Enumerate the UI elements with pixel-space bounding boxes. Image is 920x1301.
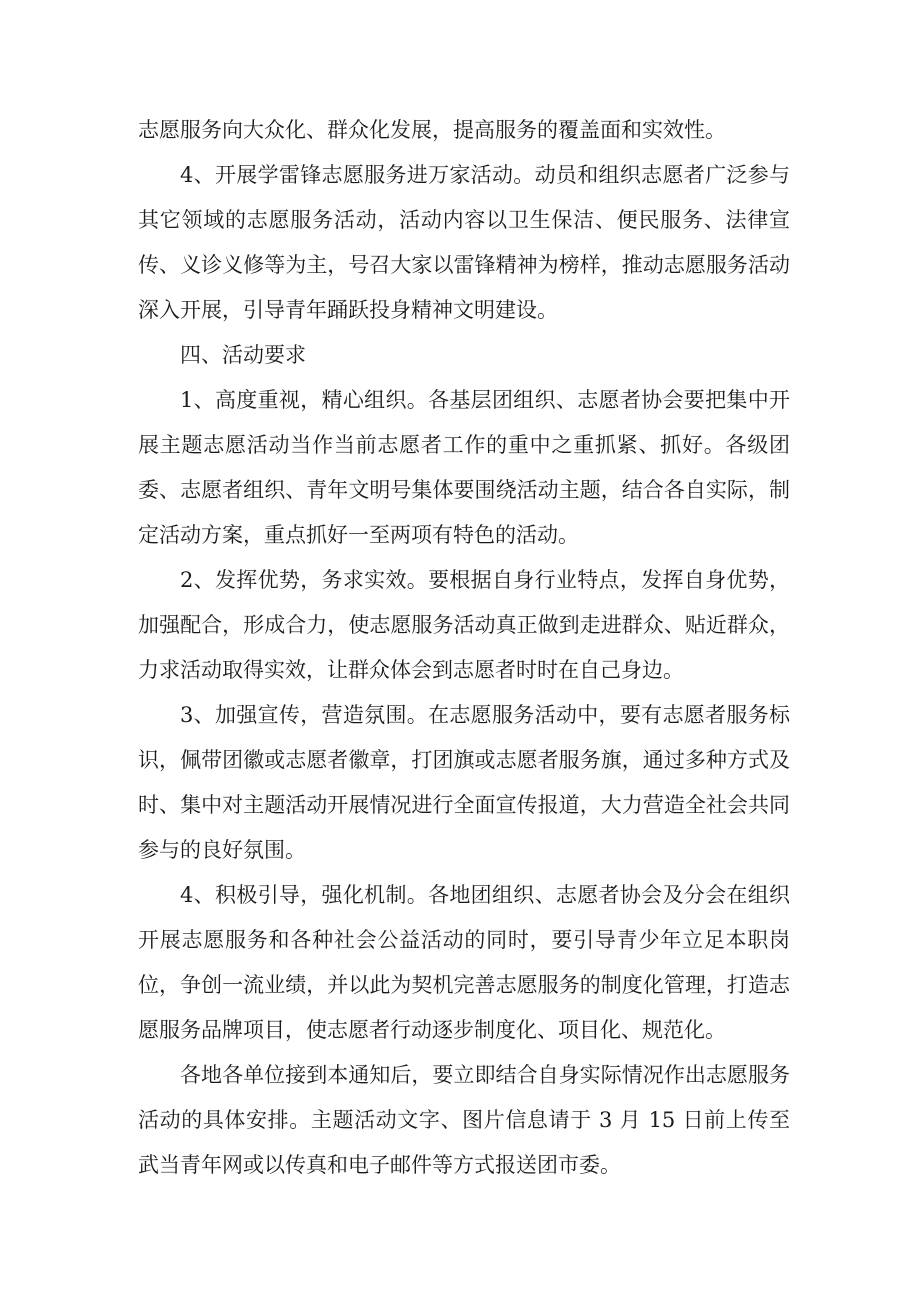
section-heading-activity-requirements: 四、活动要求 [180, 343, 306, 367]
paragraph-requirement-4: 4、积极引导，强化机制。各地团组织、志愿者协会及分会在组织开展志愿服务和各种社会公益活动的同时，要引导青少年立足本职岗位，争创一流业绩，并以此为契机完善志愿服务的制度化管理，打造志愿服务品牌项目，使志愿者行动逐步制度化、项目化、规范化。 [138, 883, 790, 1042]
paragraph-closing-notice: 各地各单位接到本通知后，要立即结合自身实际情况作出志愿服务活动的具体安排。主题活动文字、图片信息请于 3 月 15 日前上传至武当青年网或以传真和电子邮件等方式报送团市委。 [138, 1063, 790, 1177]
paragraph-continuation: 志愿服务向大众化、群众化发展，提高服务的覆盖面和实效性。 [138, 118, 726, 142]
paragraph-requirement-3: 3、加强宣传，营造氛围。在志愿服务活动中，要有志愿者服务标识，佩带团徽或志愿者徽章，打团旗或志愿者服务旗，通过多种方式及时、集中对主题活动开展情况进行全面宣传报道，大力营造全社会共同参与的良好氛围。 [138, 703, 790, 862]
document-body [138, 108, 790, 1188]
paragraph-requirement-2: 2、发挥优势，务求实效。要根据自身行业特点，发挥自身优势，加强配合，形成合力，使志愿服务活动真正做到走进群众、贴近群众，力求活动取得实效，让群众体会到志愿者时时在自己身边。 [138, 568, 790, 682]
paragraph-requirement-1: 1、高度重视，精心组织。各基层团组织、志愿者协会要把集中开展主题志愿活动当作当前志愿者工作的重中之重抓紧、抓好。各级团委、志愿者组织、青年文明号集体要围绕活动主题，结合各自实际，制定活动方案，重点抓好一至两项有特色的活动。 [138, 388, 790, 547]
paragraph-item-4-volunteer-activity: 4、开展学雷锋志愿服务进万家活动。动员和组织志愿者广泛参与其它领域的志愿服务活动，活动内容以卫生保洁、便民服务、法律宣传、义诊义修等为主，号召大家以雷锋精神为榜样，推动志愿服务活动深入开展，引导青年踊跃投身精神文明建设。 [138, 163, 790, 322]
